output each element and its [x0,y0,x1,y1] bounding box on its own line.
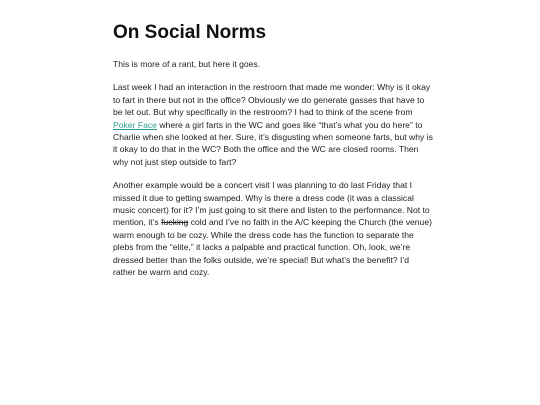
paragraph-text: where a girl farts in the WC and goes like “that’s what you do here” to Charlie when she looked at her. Sure, it’s disgusting when someone farts, but why is it okay to do that in the WC? Both the office and the WC are closed rooms. Then why not just step outside to fart? [113,119,433,167]
paragraph-text: Last week I had an interaction in the restroom that made me wonder: Why is it okay to fart in there but not in the office? Obviously we do generate gasses that have to be let out. But why specifically in the restroom? I had to think of the scene from [113,82,431,118]
paragraph-restroom [113,81,433,168]
paragraph-text: cold and I’ve no faith in the A/C keeping the Church (the venue) warm enough to be cozy. While the dress code has the function to separate the plebs from the “elite,” it lacks a palpable and practical function. Oh, look, we’re dressed better than the folks outside, we’re special! But what’s the benefit? I’d rather be warm and cozy. [113,217,432,278]
article-title: On Social Norms [113,22,267,43]
intro-paragraph: This is more of a rant, but here it goes. [113,59,261,69]
paragraph-text: Another example would be a concert visit I was planning to do last Friday that I missed it due to getting swamped. Why is there a dress code (it was a classical music concert) for it? I’m just going to sit there and listen to the performance. Not to mention, it’s [113,180,430,228]
article [113,22,433,290]
paragraph-concert [113,179,433,278]
poker-face-link[interactable]: Poker Face [113,119,157,130]
struck-word: fucking [161,217,189,228]
